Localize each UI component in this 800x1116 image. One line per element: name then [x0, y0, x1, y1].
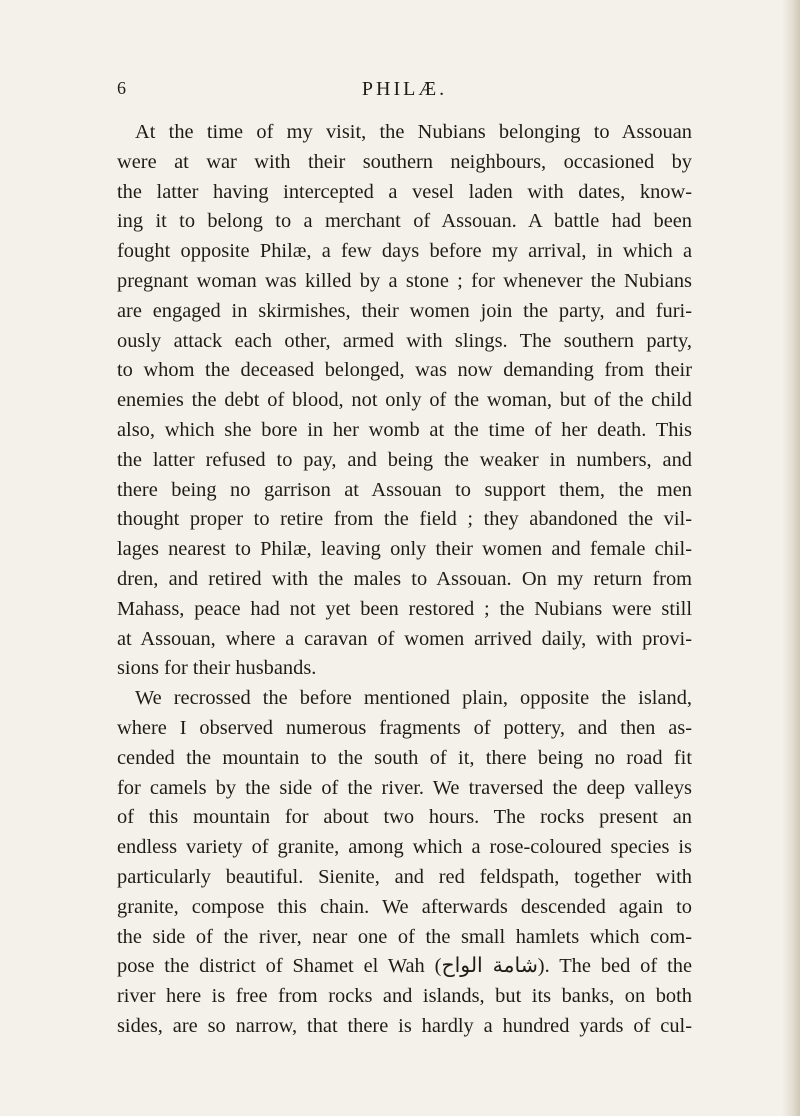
- text-line: We recrossed the before mentioned plain, opposite the island,: [135, 687, 692, 710]
- text-line: thought proper to retire from the field ; they abandoned the vil-: [117, 508, 692, 531]
- text-line: are engaged in skirmishes, their women join the party, and furi-: [117, 299, 692, 322]
- text-line: pose the district of Shamet el Wah (شامة الواح). The bed of the: [117, 955, 692, 978]
- page-header: [117, 78, 692, 108]
- text-line: there being no garrison at Assouan to support them, the men: [117, 478, 692, 501]
- text-line: sides, are so narrow, that there is hardly a hundred yards of cul-: [117, 1014, 692, 1037]
- text-line: endless variety of granite, among which a rose-coloured species is: [117, 836, 692, 859]
- text-line: where I observed numerous fragments of pottery, and then as-: [117, 716, 692, 739]
- text-line: granite, compose this chain. We afterwards descended again to: [117, 895, 692, 918]
- text-line: to whom the deceased belonged, was now demanding from their: [117, 359, 692, 382]
- text-line: were at war with their southern neighbours, occasioned by: [117, 150, 692, 173]
- text-line: lages nearest to Philæ, leaving only their women and female chil-: [117, 538, 692, 561]
- text-line: for camels by the side of the river. We traversed the deep valleys: [117, 776, 692, 799]
- running-head: PHILÆ.: [361, 78, 448, 100]
- body-text: [117, 118, 692, 1042]
- text-line: Mahass, peace had not yet been restored ; the Nubians were still: [117, 597, 692, 620]
- text-line: pregnant woman was killed by a stone ; for whenever the Nubians: [117, 269, 692, 292]
- text-line: river here is free from rocks and islands, but its banks, on both: [117, 985, 692, 1008]
- page-number: 6: [117, 78, 126, 98]
- text-line: the latter having intercepted a vesel laden with dates, know-: [117, 180, 692, 203]
- text-line: enemies the debt of blood, not only of the woman, but of the child: [117, 389, 692, 412]
- text-line: particularly beautiful. Sienite, and red feldspath, together with: [117, 865, 692, 888]
- text-line: ously attack each other, armed with slings. The southern party,: [117, 329, 692, 352]
- text-line: of this mountain for about two hours. The rocks present an: [117, 806, 692, 829]
- text-line: dren, and retired with the males to Assouan. On my return from: [117, 567, 692, 590]
- text-line: also, which she bore in her womb at the time of her death. This: [117, 418, 692, 441]
- page-edge-shadow: [782, 0, 800, 1116]
- text-line: fought opposite Philæ, a few days before my arrival, in which a: [117, 240, 692, 263]
- text-line: ing it to belong to a merchant of Assouan. A battle had been: [117, 210, 692, 233]
- text-line: the latter refused to pay, and being the weaker in numbers, and: [117, 448, 692, 471]
- text-line: sions for their husbands.: [117, 657, 317, 680]
- text-line: the side of the river, near one of the small hamlets which com-: [117, 925, 692, 948]
- text-line: At the time of my visit, the Nubians belonging to Assouan: [135, 121, 692, 143]
- text-line: cended the mountain to the south of it, there being no road fit: [117, 746, 692, 769]
- text-line: at Assouan, where a caravan of women arrived daily, with provi-: [117, 627, 692, 650]
